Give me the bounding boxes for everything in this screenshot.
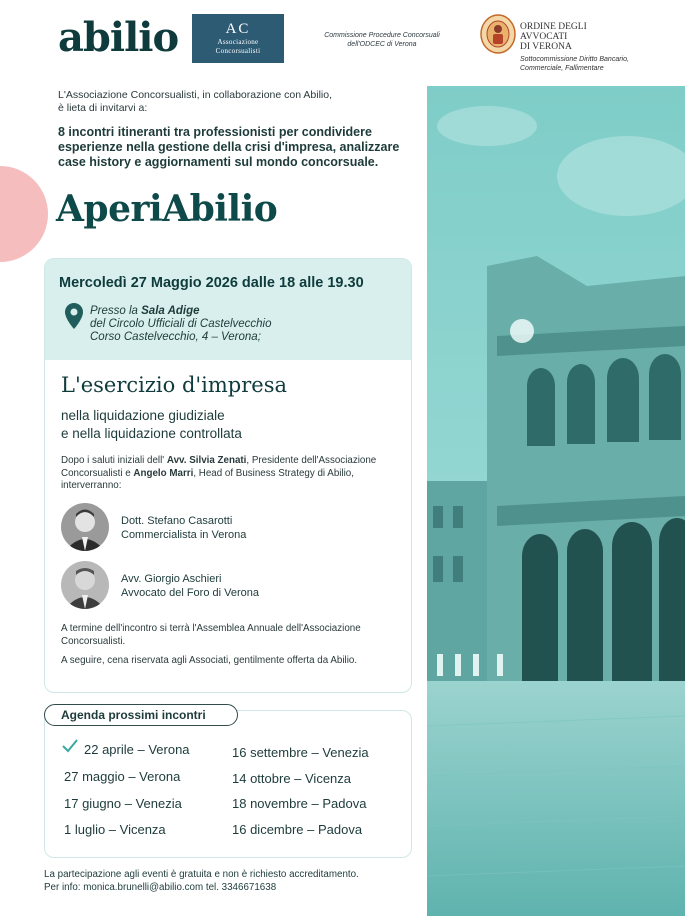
speaker-role: Avvocato del Foro di Verona <box>121 586 259 599</box>
ac-logo-line2: Concorsualisti <box>215 47 261 55</box>
body-name-marri: Angelo Marri <box>133 467 194 479</box>
body-name-zenati: Avv. Silvia Zenati <box>166 455 247 466</box>
event-subtitle <box>61 407 242 443</box>
agenda-item: 16 settembre – Venezia <box>232 745 369 760</box>
venue-line1 <box>90 305 272 318</box>
speaker-info <box>121 573 259 600</box>
agenda-item: 22 aprile – Verona <box>84 742 190 757</box>
agenda-item: 16 dicembre – Padova <box>232 822 363 837</box>
ac-logo-initials: AC <box>225 21 251 37</box>
speaker-avatar <box>61 503 109 551</box>
footer-line1: La partecipazione agli eventi è gratuita e non è richiesto accreditamento. <box>44 869 359 880</box>
event-card <box>44 258 412 693</box>
agenda-item: 18 novembre – Padova <box>232 796 367 811</box>
event-subtitle-line1: nella liquidazione giudiziale <box>61 408 225 423</box>
closing-dinner: A seguire, cena riservata agli Associati, gentilmente offerta da Abilio. <box>61 655 358 666</box>
body-part-c: , Head of Business Strategy di Abilio, interverranno: <box>61 467 354 491</box>
event-venue <box>90 305 272 344</box>
check-icon <box>62 738 78 754</box>
ordine-avvocati-seal-icon <box>480 14 516 54</box>
body-part-a: Dopo i saluti iniziali dell' <box>61 455 167 466</box>
speaker-role: Commercialista in Verona <box>121 528 247 541</box>
speaker-avatar <box>61 561 109 609</box>
location-pin-icon <box>65 303 83 329</box>
ordine-line1: ORDINE DEGLI <box>520 22 587 32</box>
ordine-subcommission <box>520 55 629 73</box>
agenda-label: Agenda prossimi incontri <box>44 704 238 726</box>
intro-description: 8 incontri itineranti tra professionisti per condividere esperienze nella gestione della crisi d'impresa, analizzare case history e aggiornamenti sul mondo concorsuale. <box>58 125 400 169</box>
abilio-logo: abilio <box>58 14 179 61</box>
agenda-item: 1 luglio – Vicenza <box>64 822 166 837</box>
ordine-avvocati-name <box>520 22 587 52</box>
ordine-line2: AVVOCATI <box>520 32 568 42</box>
intro-text <box>58 89 388 115</box>
ordine-sub-line2: Commerciale, Fallimentare <box>520 65 604 72</box>
speaker-info <box>121 515 246 542</box>
venue-prefix: Presso la <box>90 305 142 317</box>
intro-line1: L'Associazione Concorsualisti, in collaborazione con Abilio, <box>58 89 332 101</box>
closing-assembly: A termine dell'incontro si terrà l'Assemblea Annuale dell'Associazione Concorsualisti. <box>61 623 361 647</box>
ac-logo-line1: Associazione <box>217 38 259 46</box>
intro-line2: è lieta di invitarvi a: <box>58 102 148 114</box>
footer-contact: Per info: monica.brunelli@abilio.com tel. 3346671638 <box>44 882 277 893</box>
agenda-item: 14 ottobre – Vicenza <box>232 771 352 786</box>
event-closing-notes <box>61 623 391 675</box>
page-title: AperiAbilio <box>56 188 278 230</box>
body-part-b: , Presidente dell'Associazione Concorsualisti e <box>61 455 377 479</box>
venue-line2: del Circolo Ufficiali di Castelvecchio <box>90 318 272 330</box>
odcec-commission-text: Commissione Procedure Concorsuali dell'ODCEC di Verona <box>324 32 440 48</box>
decorative-pink-circle <box>0 166 48 262</box>
speaker-name: Avv. Giorgio Aschieri <box>121 573 222 585</box>
speaker-name: Dott. Stefano Casarotti <box>121 515 233 527</box>
event-subtitle-line2: e nella liquidazione controllata <box>61 426 242 441</box>
venue-line3: Corso Castelvecchio, 4 – Verona; <box>90 331 261 343</box>
event-description <box>61 455 401 493</box>
agenda-item: 27 maggio – Verona <box>64 769 181 784</box>
event-title: L'esercizio d'impresa <box>61 373 288 397</box>
ordine-line3: DI VERONA <box>520 42 572 52</box>
agenda-item: 17 giugno – Venezia <box>64 796 182 811</box>
ordine-sub-line1: Sottocommissione Diritto Bancario, <box>520 56 629 63</box>
arena-verona-photo <box>427 86 685 916</box>
event-date: Mercoledì 27 Maggio 2026 dalle 18 alle 19.30 <box>59 275 364 291</box>
associazione-concorsualisti-logo <box>192 14 284 63</box>
footer-info <box>44 868 359 894</box>
venue-name: Sala Adige <box>141 305 200 317</box>
